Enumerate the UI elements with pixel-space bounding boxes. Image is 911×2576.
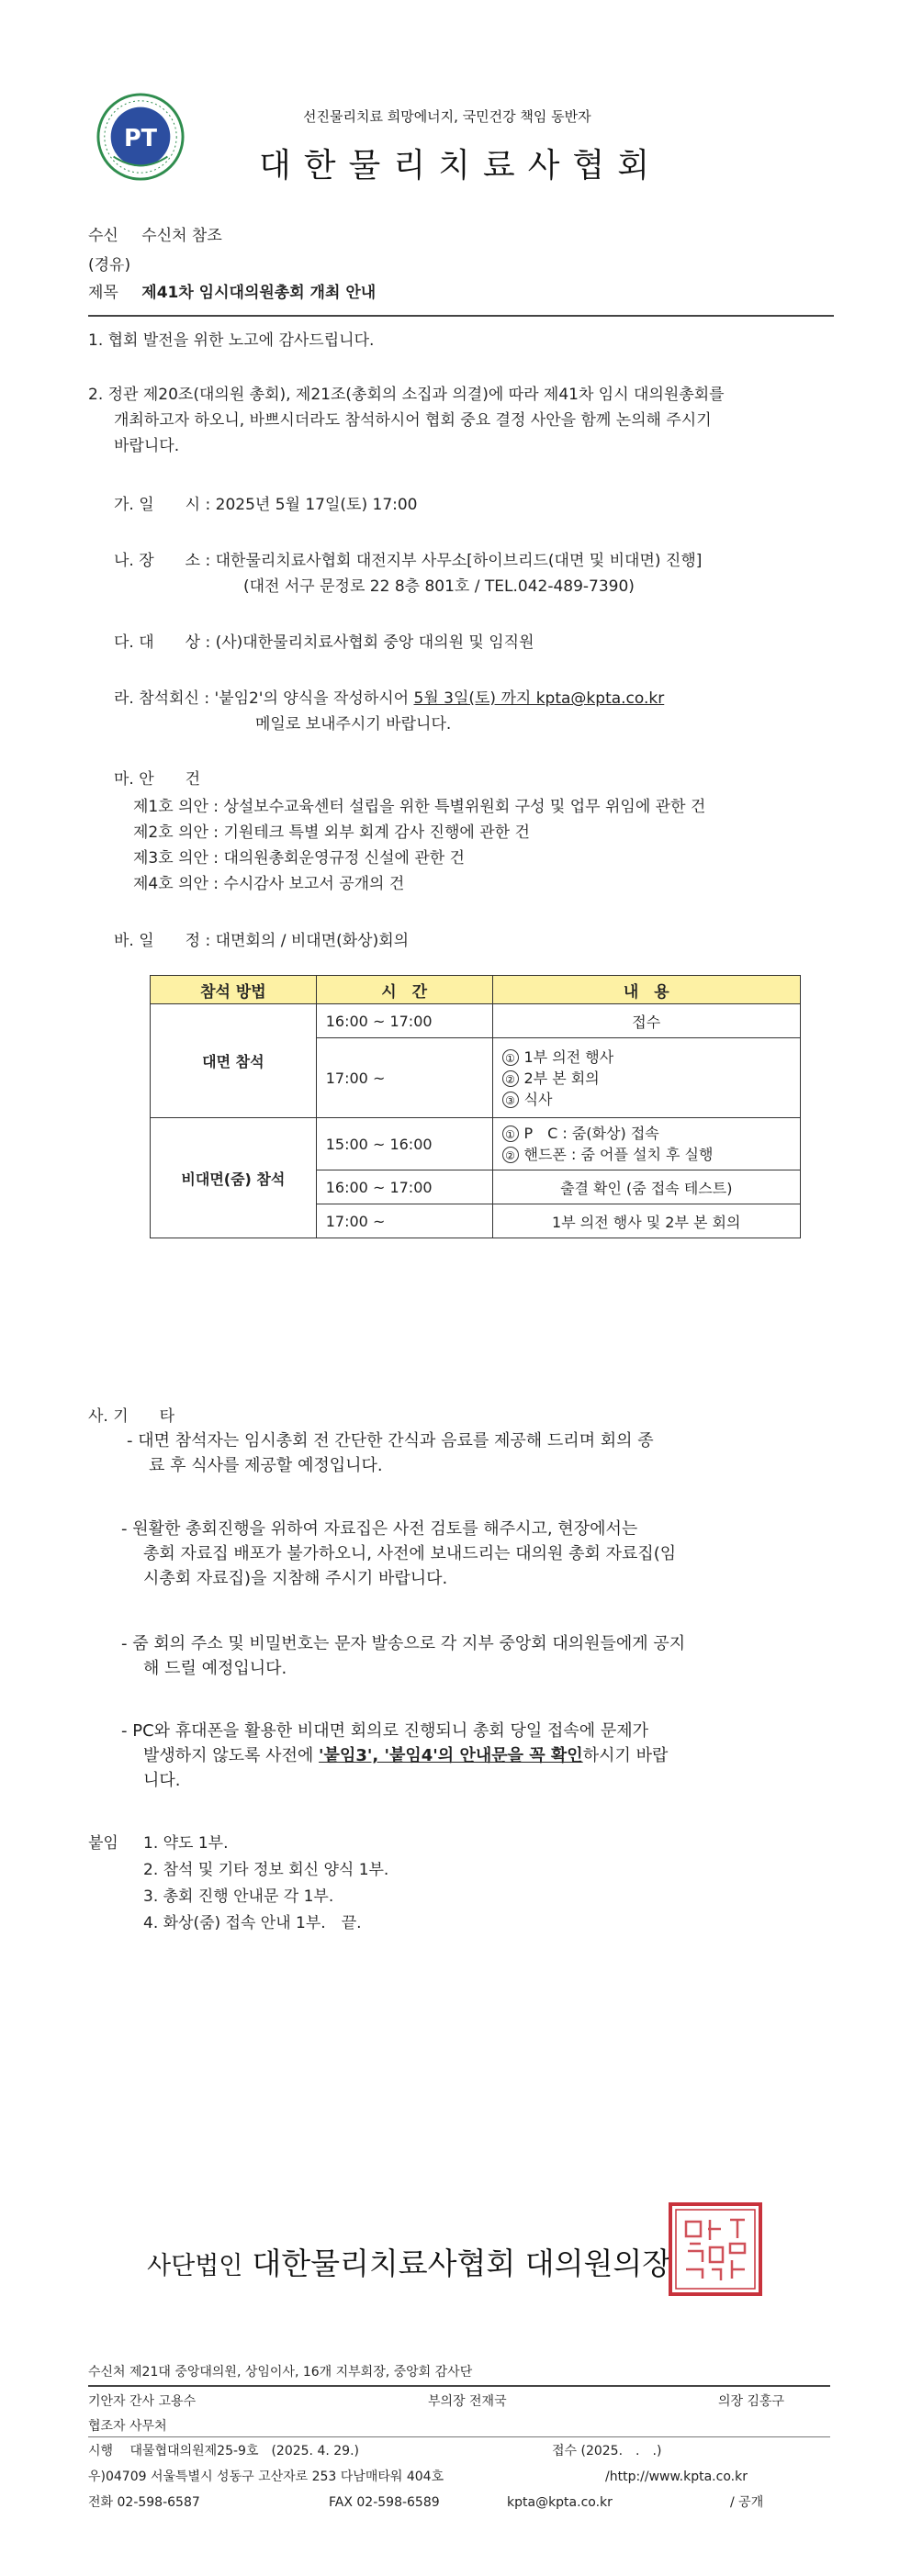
logo-text: PT <box>123 124 158 152</box>
etc-b2-line-1: - 원활한 총회진행을 위하여 자료집은 사전 검토를 해주시고, 현장에서는 <box>121 1519 638 1539</box>
online-method: 비대면(줌) 참석 <box>151 1118 317 1238</box>
online-r3-time: 17:00 ~ <box>316 1204 492 1238</box>
etc-b4-pre: 발생하지 않도록 사전에 <box>143 1746 320 1765</box>
subject-row <box>88 281 376 305</box>
recipient-label: 수신 <box>88 227 118 245</box>
online-r1-time: 15:00 ~ 16:00 <box>316 1118 492 1170</box>
para-1: 1. 협회 발전을 위한 노고에 감사드립니다. <box>88 331 375 350</box>
via: (경유) <box>88 256 131 274</box>
online-r1-item: 핸드폰 : 줌 어플 설치 후 실행 <box>523 1146 714 1163</box>
footer-collaborator: 협조자 사무처 <box>88 2419 167 2434</box>
association-logo <box>96 92 186 182</box>
offline-r1-time: 16:00 ~ 17:00 <box>316 1004 492 1038</box>
para-2-line-3: 바랍니다. <box>114 437 180 455</box>
footer-enforce: 시행 대물협대의원제25-9호 (2025. 4. 29.) <box>88 2444 359 2458</box>
etc-b4-line-2 <box>121 1743 828 1768</box>
col-method: 참석 방법 <box>151 976 317 1004</box>
etc-b1-line-1: - 대면 참석자는 임시총회 전 간단한 간식과 음료를 제공해 드리며 회의 종 <box>127 1431 654 1450</box>
item-date-value: 2025년 5월 17일(토) 17:00 <box>215 496 418 514</box>
offline-r2-item: 1부 의전 행사 <box>523 1047 614 1066</box>
item-rsvp-value: '붙임2'의 양식을 작성하시어 <box>214 689 414 708</box>
item-schedule-label: 바. 일 정 : <box>114 932 211 950</box>
etc-b2-line-2: 총회 자료집 배포가 불가하오니, 사전에 보내드리는 대의원 총회 자료집(임 <box>143 1544 677 1563</box>
offline-r2-time: 17:00 ~ <box>316 1038 492 1118</box>
item-rsvp-line-2: 메일로 보내주시기 바랍니다. <box>255 715 452 734</box>
footer-drafter: 기안자 간사 고용수 <box>88 2394 197 2409</box>
attachment-4: 4. 화상(줌) 접속 안내 1부. 끝. <box>143 1914 362 1932</box>
signature-prefix: 사단법인 <box>147 2252 243 2280</box>
signature-name: 대한물리치료사협회 대의원의장 <box>252 2246 672 2281</box>
attachment-1: 1. 약도 1부. <box>143 1834 229 1853</box>
footer-email[interactable]: kpta@kpta.co.kr <box>507 2495 613 2510</box>
online-r1-content <box>492 1118 800 1170</box>
item-place-value: 대한물리치료사협회 대전지부 사무소[하이브리드(대면 및 비대면) 진행] <box>215 552 703 570</box>
col-time: 시 간 <box>316 976 492 1004</box>
etc-bullet-3 <box>121 1631 828 1681</box>
etc-label: 사. 기 타 <box>88 1407 175 1426</box>
subject-divider <box>88 315 834 317</box>
footer-public: / 공개 <box>730 2495 764 2510</box>
subject-label: 제목 <box>88 284 118 302</box>
footer-cc: 수신처 제21대 중앙대의원, 상임이사, 16개 지부회장, 중앙회 감사단 <box>88 2365 473 2380</box>
item-place-address: (대전 서구 문정로 22 8층 801호 / TEL.042-489-7390) <box>243 577 635 596</box>
num-2: ② <box>502 1147 519 1163</box>
col-content: 내 용 <box>492 976 800 1004</box>
online-r3-content: 1부 의전 행사 및 2부 본 회의 <box>492 1204 800 1238</box>
offline-r2-item: 2부 본 회의 <box>523 1069 600 1087</box>
item-target-value: (사)대한물리치료사협회 중앙 대의원 및 임직원 <box>215 633 534 652</box>
offline-r2-item: 식사 <box>523 1090 553 1108</box>
slogan: 선진물리치료 희망에너지, 국민건강 책임 동반자 <box>303 108 591 125</box>
footer-divider-2 <box>88 2436 830 2437</box>
item-target-label: 다. 대 상 : <box>114 633 211 652</box>
item-rsvp <box>114 687 664 711</box>
footer-fax: FAX 02-598-6589 <box>329 2495 440 2510</box>
para-2-line-2: 개최하고자 하오니, 바쁘시더라도 참석하시어 협회 중요 결정 사안을 함께 논의해 주시기 <box>114 411 712 430</box>
item-schedule <box>114 929 409 953</box>
item-agenda-label: 마. 안 건 <box>114 770 201 789</box>
etc-b4-line-1: - PC와 휴대폰을 활용한 비대면 회의로 진행되니 총회 당일 접속에 문제가 <box>121 1721 648 1741</box>
table-header-row <box>151 976 801 1004</box>
offline-r2-content <box>492 1038 800 1118</box>
footer-receipt: 접수 (2025. . .) <box>552 2444 662 2458</box>
offline-method: 대면 참석 <box>151 1004 317 1118</box>
etc-b4-emphasis: '붙임3', '붙임4'의 안내문을 꼭 확인 <box>319 1746 583 1765</box>
etc-b3-line-2: 해 드릴 예정입니다. <box>143 1659 287 1678</box>
attachment-2: 2. 참석 및 기타 정보 회신 양식 1부. <box>143 1861 389 1879</box>
table-row <box>151 1118 801 1170</box>
recipient-row <box>88 224 222 248</box>
item-place-label: 나. 장 소 : <box>114 552 211 570</box>
footer-phone: 전화 02-598-6587 <box>88 2495 200 2510</box>
etc-b1-line-2: 료 후 식사를 제공할 예정입니다. <box>149 1456 383 1475</box>
online-r2-time: 16:00 ~ 17:00 <box>316 1170 492 1204</box>
footer-address: 우)04709 서울특별시 성동구 고산자로 253 다남매타워 404호 <box>88 2470 444 2484</box>
footer-divider <box>88 2385 830 2387</box>
online-r2-content: 출결 확인 (줌 접속 테스트) <box>492 1170 800 1204</box>
item-date <box>114 493 418 517</box>
subject-value: 제41차 임시대의원총회 개최 안내 <box>141 284 377 302</box>
etc-bullet-2 <box>121 1517 828 1591</box>
etc-b4-post: 하시기 바랍 <box>582 1746 669 1765</box>
num-1: ① <box>502 1126 519 1142</box>
num-3: ③ <box>502 1092 519 1108</box>
bill-4: 제4호 의안 : 수시감사 보고서 공개의 건 <box>133 875 405 893</box>
item-rsvp-label: 라. 참석회신 : <box>114 689 210 708</box>
attachment-3: 3. 총회 진행 안내문 각 1부. <box>143 1887 334 1906</box>
table-row <box>151 1004 801 1038</box>
attachments-label: 붙임 <box>88 1834 118 1853</box>
recipient-value: 수신처 참조 <box>141 227 222 245</box>
item-rsvp-deadline: 5월 3일(토) 까지 kpta@kpta.co.kr <box>413 689 665 708</box>
etc-bullet-4 <box>121 1719 828 1793</box>
para-2-line-1: 2. 정관 제20조(대의원 총회), 제21조(총회의 소집과 의결)에 따라 제41차 임시 대의원총회를 <box>88 386 725 404</box>
item-target <box>114 631 534 655</box>
official-seal <box>668 2201 763 2297</box>
online-r1-item: P C : 줌(화상) 접속 <box>523 1125 659 1142</box>
signature-line <box>147 2240 671 2283</box>
bill-2: 제2호 의안 : 기원테크 특별 외부 회계 감사 진행에 관한 건 <box>133 823 530 842</box>
etc-b3-line-1: - 줌 회의 주소 및 비밀번호는 문자 발송으로 각 지부 중앙회 대의원들에게 공지 <box>121 1634 686 1653</box>
etc-b4-line-3: 니다. <box>143 1771 181 1790</box>
footer-reviewer: 부의장 전재국 <box>428 2394 507 2409</box>
num-2: ② <box>502 1070 519 1087</box>
bill-3: 제3호 의안 : 대의원총회운영규정 신설에 관한 건 <box>133 849 465 868</box>
footer-approver: 의장 김홍구 <box>718 2394 785 2409</box>
schedule-table <box>150 975 801 1238</box>
offline-r1-content: 접수 <box>492 1004 800 1038</box>
etc-bullet-1 <box>127 1428 825 1478</box>
item-place <box>114 549 702 573</box>
item-date-label: 가. 일 시 : <box>114 496 211 514</box>
org-title: 대한물리치료사협회 <box>259 147 662 185</box>
footer-web[interactable]: /http://www.kpta.co.kr <box>605 2470 748 2484</box>
item-schedule-value: 대면회의 / 비대면(화상)회의 <box>215 932 410 950</box>
bill-1: 제1호 의안 : 상설보수교육센터 설립을 위한 특별위원회 구성 및 업무 위임에 관한 건 <box>133 798 706 816</box>
num-1: ① <box>502 1049 519 1066</box>
etc-b2-line-3: 시총회 자료집)을 지참해 주시기 바랍니다. <box>143 1569 448 1588</box>
